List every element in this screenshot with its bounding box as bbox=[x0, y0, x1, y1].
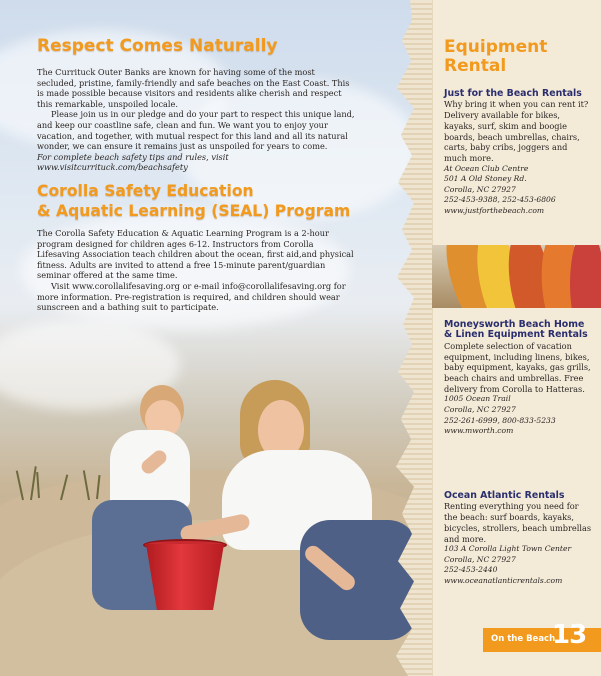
red-bucket bbox=[146, 544, 224, 610]
listing-ocean-atlantic bbox=[444, 491, 592, 587]
business-address-1: At Ocean Club Centre bbox=[444, 163, 529, 173]
business-description: Complete selection of vacation equipment, including linens, bikes, baby equipment, kayaks, gas grills, beach chairs and umbrellas. Free delivery from Corolla to Hatteras. bbox=[444, 340, 591, 394]
paragraph-seal-description: The Corolla Safety Education & Aquatic Learning Program is a 2-hour program designed for children ages 6-12. Instructors from Corolla Lifesaving Association teach children about the ocean, first aid,and physical fitness. Adults are invited to attend a free 15-minute parent/guardian seminar offered at the same time. bbox=[37, 228, 354, 281]
kayaks-photo bbox=[432, 245, 601, 308]
business-name: Ocean Atlantic Rentals bbox=[444, 490, 565, 501]
paragraph-seal-contact: Visit www.corollalifesaving.org or e-mail info@corollalifesaving.org for more information. Pre-registration is required, and children should wear sunscreen and a bathing suit to participate. bbox=[37, 280, 346, 313]
article-section-seal bbox=[37, 228, 355, 313]
heading-seal bbox=[37, 181, 350, 221]
paragraph-intro: The Currituck Outer Banks are known for having some of the most secluded, pristine, family-friendly and safe beaches on the East Coast. This is made possible because visitors and residents alike cherish and respect this remarkable, unspoiled locale. bbox=[37, 67, 350, 109]
heading-respect: Respect Comes Naturally bbox=[37, 36, 278, 56]
sidebar-title bbox=[444, 38, 547, 76]
business-address-2: 501 A Old Stoney Rd. bbox=[444, 174, 527, 184]
business-address-1: 103 A Corolla Light Town Center bbox=[444, 544, 572, 554]
business-address-2: Corolla, NC 27927 bbox=[444, 554, 516, 564]
business-phone: 252-261-6999, 800-833-5233 bbox=[444, 415, 556, 425]
business-address-2: Corolla, NC 27927 bbox=[444, 404, 516, 414]
business-website[interactable]: www.oceanatlanticrentals.com bbox=[444, 576, 563, 585]
heading-seal-line2: & Aquatic Learning (SEAL) Program bbox=[37, 202, 351, 220]
sidebar-title-line1: Equipment bbox=[444, 37, 548, 57]
section-label: On the Beach bbox=[491, 634, 556, 644]
page-number: 13 bbox=[552, 620, 587, 650]
business-phone: 252-453-9388, 252-453-6806 bbox=[444, 195, 556, 205]
business-phone: 252-453-2440 bbox=[444, 565, 498, 575]
listing-moneysworth bbox=[444, 320, 592, 437]
listing-just-for-the-beach bbox=[444, 89, 592, 217]
business-address-1: 1005 Ocean Trail bbox=[444, 394, 511, 404]
heading-seal-line1: Corolla Safety Education bbox=[37, 182, 254, 200]
business-website[interactable]: www.mworth.com bbox=[444, 426, 514, 436]
business-name: Just for the Beach Rentals bbox=[444, 88, 582, 99]
paragraph-safety-link: For complete beach safety tips and rules, visit www.visitcurrituck.com/beachsafety bbox=[37, 151, 229, 173]
business-description: Renting everything you need for the beach: surf boards, kayaks, bicycles, strollers, beach umbrellas and more. bbox=[444, 501, 592, 544]
article-section-respect bbox=[37, 67, 355, 173]
paragraph-pledge: Please join us in our pledge and do your part to respect this unique land, and keep our coastline safe, clean and fun. We want you to enjoy your vacation, and together, with mutual respect for this land and all its natural wonder, we can ensure it remains just as unspoiled for years to come. bbox=[37, 109, 355, 152]
business-address-3: Corolla, NC 27927 bbox=[444, 184, 516, 194]
business-description: Why bring it when you can rent it? Delivery available for bikes, kayaks, surf, skim and boogie boards, beach umbrellas, chairs, carts, baby cribs, joggers and much more. bbox=[444, 99, 589, 163]
business-name: Moneysworth Beach Home & Linen Equipment Rentals bbox=[444, 319, 588, 341]
business-website[interactable]: www.justforthebeach.com bbox=[444, 206, 545, 215]
sidebar-title-line2: Rental bbox=[444, 56, 507, 76]
